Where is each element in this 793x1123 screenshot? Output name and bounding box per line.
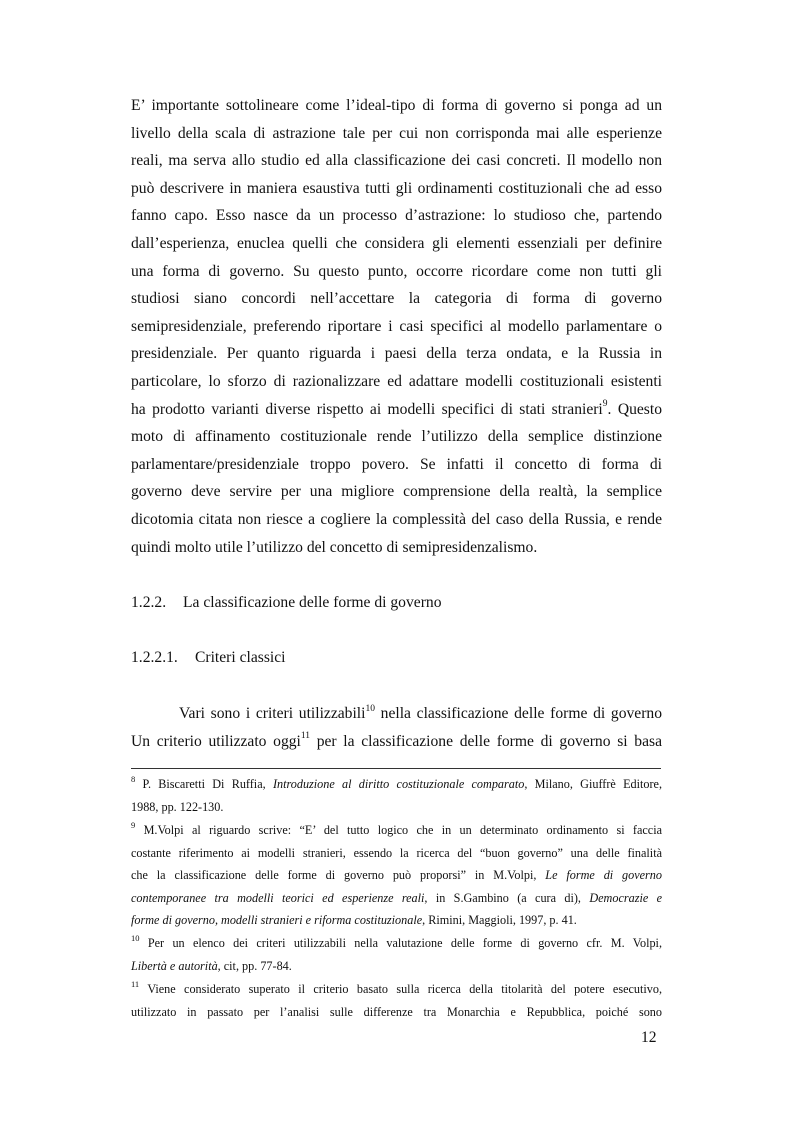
- text-line: dall’esperienza, enuclea quelli che considera gli elementi essenziali per definire: [131, 234, 662, 252]
- text-line: particolare, lo sforzo di razionalizzare ed adattare modelli costituzionali esistenti: [131, 372, 662, 390]
- section-number: 1.2.2.: [131, 594, 167, 611]
- text-line: reali, ma serva allo studio ed alla classificazione dei casi concreti. Il modello non: [131, 152, 662, 170]
- footnote-line: [131, 773, 662, 796]
- book-title: Libertà e autorità: [131, 958, 218, 973]
- footnote-line: [131, 909, 662, 932]
- text-line: può descrivere in maniera esaustiva tutti gli ordinamenti costituzionali che ad esso: [131, 179, 662, 197]
- body-paragraph-1: [131, 92, 662, 561]
- footnote-mark: 10: [131, 932, 140, 943]
- footnote-ref-10[interactable]: 10: [365, 703, 375, 714]
- footnote-line: [131, 887, 662, 910]
- text-run: . Questo: [607, 400, 662, 418]
- book-title: Le forme di governo: [545, 868, 662, 882]
- footnote-mark: 8: [131, 773, 136, 784]
- text-line: parlamentare/presidenziale troppo povero. Se infatti il concetto di forma di: [131, 455, 662, 473]
- text-line: [131, 700, 662, 728]
- text-line: moto di affinamento costituzionale rende l’utilizzo della semplice distinzione: [131, 428, 662, 446]
- footnote-line: [131, 932, 662, 955]
- book-title: contemporanee tra modelli teorici ed esperienze reali: [131, 890, 425, 905]
- text-run: nella classificazione delle forme di governo: [374, 705, 662, 722]
- book-title: Introduzione al diritto costituzionale comparato: [272, 777, 525, 791]
- text-line: semipresidenziale, preferendo riportare i casi specifici al modello parlamentare o: [131, 317, 662, 335]
- text-run: Viene considerato superato il criterio basato sulla ricerca della titolarità del potere esecutivo,: [139, 982, 662, 996]
- text-line: [131, 396, 662, 424]
- body-paragraph-2: [131, 700, 662, 755]
- section-heading-1-2-2: [131, 593, 442, 613]
- text-run: , cit, pp. 77-84.: [217, 958, 292, 973]
- text-run: M.Volpi al riguardo scrive: “E’ del tutto logico che in un determinato ordinamento si faccia: [135, 823, 662, 837]
- section-title: La classificazione delle forme di governo: [183, 594, 442, 611]
- text-run: che la classificazione delle forme di governo può proporsi” in M.Volpi,: [131, 868, 546, 882]
- text-line: fanno capo. Esso nasce da un processo d’astrazione: lo studioso che, partendo: [131, 207, 662, 225]
- text-line: livello della scala di astrazione tale per cui non corrisponda mai alle esperienze: [131, 124, 662, 142]
- footnote-line: 1988, pp. 122-130.: [131, 799, 224, 814]
- book-title: forme di governo, modelli stranieri e riforma costituzionale: [131, 913, 423, 927]
- section-number: 1.2.2.1.: [131, 649, 178, 666]
- text-run: , Milano, Giuffrè Editore,: [524, 777, 663, 791]
- footnote-mark: 9: [131, 819, 136, 830]
- text-line: governo deve servire per una migliore comprensione della realtà, la semplice: [131, 483, 662, 501]
- text-line: quindi molto utile l’utilizzo del concetto di semipresidenzalismo.: [131, 538, 538, 556]
- footnote-line: [131, 819, 662, 842]
- text-run: , in S.Gambino (a cura di),: [424, 890, 590, 905]
- footnote-mark: 11: [131, 978, 140, 989]
- footnote-line: costante riferimento ai modelli stranieri, essendo la ricerca del “buon governo” una delle finalità: [131, 845, 662, 860]
- footnote-ref-9[interactable]: 9: [602, 399, 608, 410]
- footnote-line: [131, 978, 662, 1001]
- text-line: E’ importante sottolineare come l’ideal-tipo di forma di governo si ponga ad un: [131, 97, 662, 114]
- text-run: P. Biscaretti Di Ruffia,: [135, 777, 273, 791]
- footnote-9: [131, 819, 662, 932]
- text-line: [131, 728, 662, 756]
- text-run: , Rimini, Maggioli, 1997, p. 41.: [422, 913, 577, 927]
- footnote-line: [131, 864, 662, 887]
- text-line: dicotomia citata non riesce a cogliere la complessità del caso della Russia, e rende: [131, 510, 662, 528]
- footnote-11: [131, 978, 662, 1023]
- footnote-8: [131, 773, 662, 818]
- text-run: ha prodotto varianti diverse rispetto ai modelli specifici di stati stranieri: [131, 400, 603, 418]
- text-line: presidenziale. Per quanto riguarda i paesi della terza ondata, e la Russia in: [131, 345, 662, 363]
- text-line: studiosi siano concordi nell’accettare la categoria di forma di governo: [131, 290, 662, 308]
- book-title: Democrazie e: [589, 890, 663, 905]
- footnote-10: [131, 932, 662, 977]
- footnote-ref-11[interactable]: 11: [300, 731, 311, 742]
- footnote-divider: [131, 768, 661, 769]
- text-run: per la classificazione delle forme di governo si basa: [310, 732, 662, 750]
- section-title: Criteri classici: [195, 649, 286, 666]
- section-heading-1-2-2-1: [131, 648, 286, 668]
- footnote-line: [131, 955, 662, 978]
- text-line: una forma di governo. Su questo punto, occorre ricordare come non tutti gli: [131, 262, 662, 280]
- page-number: 12: [641, 1029, 657, 1046]
- text-run: Vari sono i criteri utilizzabili: [179, 705, 366, 722]
- text-run: Per un elenco dei criteri utilizzabili nella valutazione delle forme di governo cfr. M. Volpi,: [139, 936, 662, 950]
- text-run: Un criterio utilizzato oggi: [131, 732, 301, 750]
- footnote-line: utilizzato in passato per l’analisi sulle differenze tra Monarchia e Repubblica, poiché sono: [131, 1004, 662, 1019]
